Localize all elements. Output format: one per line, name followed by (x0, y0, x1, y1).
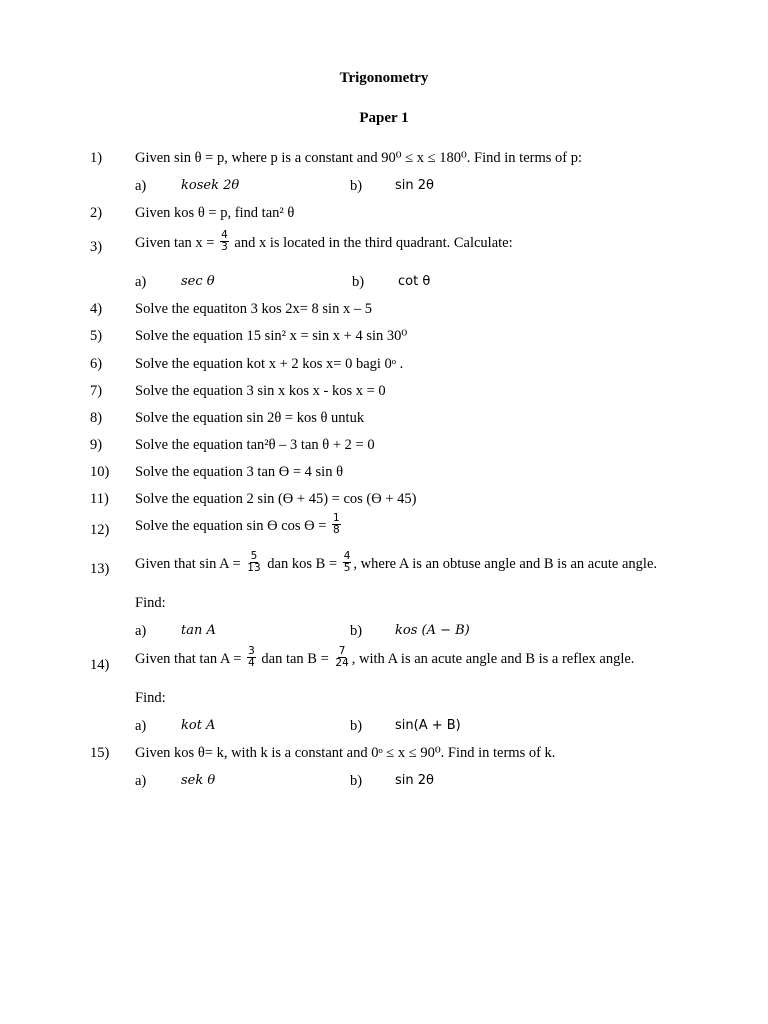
fraction-denominator: 8 (333, 524, 340, 537)
question-text: Solve the equation tan²θ – 3 tan θ + 2 = 0 (135, 437, 375, 453)
question-number: 13) (90, 561, 110, 577)
part-label: a) (135, 178, 147, 194)
fraction-numerator: 4 (343, 550, 351, 562)
fraction (334, 646, 349, 669)
fraction (343, 551, 352, 574)
question-text: Given kos θ = p, find tan² θ (135, 205, 295, 221)
question-number: 12) (90, 522, 110, 538)
fraction (247, 646, 256, 669)
part-expression: kos (A − B) (395, 623, 470, 638)
question-text: Given kos θ= k, with k is a constant and 0ᵒ ≤ x ≤ 90⁰. Find in terms of k. (135, 745, 556, 761)
question-text-start: Given that sin A = (135, 555, 241, 572)
fraction-numerator: 3 (248, 645, 255, 657)
question-number: 15) (90, 745, 110, 761)
question-text-start: Solve the equation sin ϴ cos ϴ = (135, 517, 327, 534)
question-text: Solve the equation 3 sin x kos x - kos x = 0 (135, 383, 386, 399)
part-label: a) (135, 623, 147, 639)
fraction (220, 230, 229, 253)
part-label: b) (350, 718, 363, 734)
question-number: 5) (90, 328, 103, 344)
question-text: Solve the equation sin 2θ = kos θ untuk (135, 410, 365, 426)
question-number: 6) (90, 356, 103, 372)
part-label: a) (135, 773, 147, 789)
document-title: Trigonometry (339, 70, 429, 86)
fraction-denominator: 5 (343, 562, 351, 575)
question-text: Solve the equation kot x + 2 kos x= 0 bagi 0ᵒ . (135, 356, 404, 372)
part-expression: cot θ (398, 274, 431, 289)
question-text: Solve the equation 2 sin (ϴ + 45) = cos (ϴ + 45) (135, 491, 417, 507)
part-label: b) (350, 773, 363, 789)
question-number: 7) (90, 383, 103, 399)
question-text: Solve the equation 3 tan ϴ = 4 sin θ (135, 464, 344, 480)
question-text: Given sin θ = p, where p is a constant and 90⁰ ≤ x ≤ 180⁰. Find in terms of p: (135, 150, 583, 166)
part-expression: tan A (181, 623, 216, 638)
fraction-numerator: 7 (338, 645, 346, 657)
part-expression: sin(A + B) (395, 718, 461, 733)
question-text-middle: dan tan B = (261, 650, 329, 667)
question-text-middle: dan kos B = (267, 555, 338, 572)
question-text (135, 645, 635, 671)
question-text-start: Given that tan A = (135, 650, 242, 667)
question-number: 9) (90, 437, 103, 453)
question-number: 11) (90, 491, 109, 507)
document-subtitle: Paper 1 (359, 110, 409, 126)
part-expression: kot A (181, 718, 216, 733)
fraction-numerator: 5 (250, 550, 258, 562)
question-number: 10) (90, 464, 110, 480)
fraction-denominator: 4 (248, 657, 255, 670)
question-number: 14) (90, 657, 110, 673)
question-text: Solve the equation 15 sin² x = sin x + 4 sin 30⁰ (135, 328, 408, 344)
part-expression: kosek 2θ (181, 178, 240, 193)
fraction (332, 513, 341, 536)
question-text-start: Given tan x = (135, 234, 215, 251)
question-text-end: , where A is an obtuse angle and B is an acute angle. (353, 555, 658, 572)
question-text-end: , with A is an acute angle and B is a reflex angle. (351, 650, 635, 667)
fraction (246, 551, 261, 574)
part-expression: sin 2θ (395, 178, 434, 193)
find-label: Find: (135, 595, 166, 611)
part-label: a) (135, 718, 147, 734)
question-number: 3) (90, 239, 103, 255)
question-number: 8) (90, 410, 103, 426)
part-label: b) (350, 178, 363, 194)
part-expression: sek θ (181, 773, 216, 788)
question-text: Solve the equatiton 3 kos 2x= 8 sin x – 5 (135, 301, 372, 317)
question-text-end: and x is located in the third quadrant. Calculate: (234, 234, 513, 251)
question-text (135, 229, 513, 255)
find-label: Find: (135, 690, 166, 706)
question-number: 2) (90, 205, 103, 221)
fraction-numerator: 4 (221, 229, 228, 241)
question-number: 4) (90, 301, 103, 317)
part-label: b) (352, 274, 365, 290)
fraction-numerator: 1 (333, 512, 340, 524)
question-text (135, 550, 658, 576)
part-expression: sec θ (181, 274, 215, 289)
fraction-denominator: 3 (221, 241, 228, 254)
fraction-denominator: 13 (247, 562, 261, 575)
fraction-denominator: 24 (335, 657, 349, 670)
question-number: 1) (90, 150, 103, 166)
part-label: b) (350, 623, 363, 639)
part-expression: sin 2θ (395, 773, 434, 788)
question-text (135, 512, 343, 538)
part-label: a) (135, 274, 147, 290)
